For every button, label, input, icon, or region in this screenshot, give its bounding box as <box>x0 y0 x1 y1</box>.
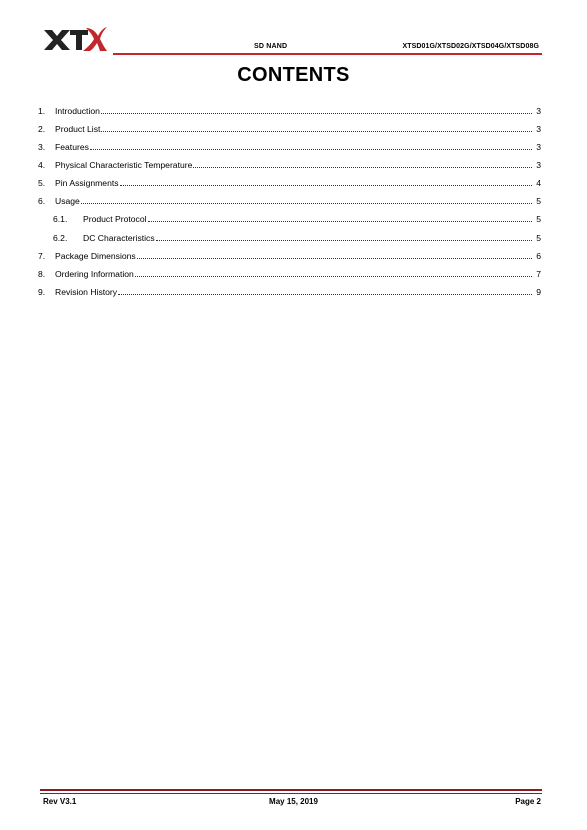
toc-entry-features[interactable] <box>38 141 541 153</box>
toc-number: 2. <box>38 124 46 134</box>
toc-page-number: 3 <box>536 142 541 152</box>
toc-leader <box>118 294 532 295</box>
toc-entry-usage[interactable] <box>38 195 541 207</box>
toc-entry-pin-assignments[interactable] <box>38 177 541 189</box>
toc-leader <box>81 203 532 204</box>
toc-entry-physical-characteristic-temperature[interactable] <box>38 159 541 171</box>
footer-date: May 15, 2019 <box>269 797 318 806</box>
toc-number: 6.2. <box>53 233 68 243</box>
toc-page-number: 4 <box>536 178 541 188</box>
toc-label: Product List <box>55 124 101 134</box>
toc-leader <box>135 276 532 277</box>
toc-label: Revision History <box>55 287 118 297</box>
toc-page-number: 7 <box>536 269 541 279</box>
header-rule <box>113 53 542 55</box>
toc-label: DC Characteristics <box>83 233 155 243</box>
toc-number: 9. <box>38 287 46 297</box>
toc-label: Product Protocol <box>83 214 147 224</box>
toc-page-number: 5 <box>536 196 541 206</box>
footer-rule <box>40 789 542 791</box>
toc-entry-package-dimensions[interactable] <box>38 250 541 262</box>
toc-number: 6.1. <box>53 214 68 224</box>
toc-page-number: 3 <box>536 106 541 116</box>
toc-entry-dc-characteristics[interactable] <box>38 232 541 244</box>
toc-number: 1. <box>38 106 46 116</box>
toc-entry-ordering-information[interactable] <box>38 268 541 280</box>
toc-entry-introduction[interactable] <box>38 105 541 117</box>
toc-number: 3. <box>38 142 46 152</box>
footer-revision: Rev V3.1 <box>43 797 77 806</box>
toc-page-number: 6 <box>536 251 541 261</box>
toc-number: 7. <box>38 251 46 261</box>
toc-label: Usage <box>55 196 80 206</box>
header-part-numbers: XTSD01G/XTSD02G/XTSD04G/XTSD08G <box>402 43 539 50</box>
toc-label: Introduction <box>55 106 100 116</box>
toc-label: Physical Characteristic Temperature <box>55 160 193 170</box>
toc-leader <box>148 221 532 222</box>
xtx-logo <box>42 22 108 54</box>
toc-page-number: 3 <box>536 124 541 134</box>
toc-leader <box>120 185 532 186</box>
toc-number: 5. <box>38 178 46 188</box>
page-title: CONTENTS <box>237 64 350 86</box>
toc-leader <box>156 240 532 241</box>
toc-page-number: 5 <box>536 214 541 224</box>
toc-label: Ordering Information <box>55 269 134 279</box>
toc-number: 6. <box>38 196 46 206</box>
footer-rule-thin <box>40 793 542 794</box>
toc-label: Package Dimensions <box>55 251 136 261</box>
toc-label: Features <box>55 142 89 152</box>
toc-label: Pin Assignments <box>55 178 119 188</box>
toc-leader <box>137 258 532 259</box>
toc-leader <box>90 149 532 150</box>
toc-page-number: 3 <box>536 160 541 170</box>
toc-page-number: 9 <box>536 287 541 297</box>
toc-entry-product-list[interactable] <box>38 123 541 135</box>
toc-entry-product-protocol[interactable] <box>38 213 541 225</box>
header-product-line: SD NAND <box>254 43 288 50</box>
toc-leader <box>101 131 532 132</box>
toc-entry-revision-history[interactable] <box>38 286 541 298</box>
toc-page-number: 5 <box>536 233 541 243</box>
toc-leader <box>101 113 532 114</box>
toc-number: 4. <box>38 160 46 170</box>
toc-number: 8. <box>38 269 46 279</box>
footer-page-number: Page 2 <box>515 797 541 806</box>
toc-leader <box>193 167 532 168</box>
